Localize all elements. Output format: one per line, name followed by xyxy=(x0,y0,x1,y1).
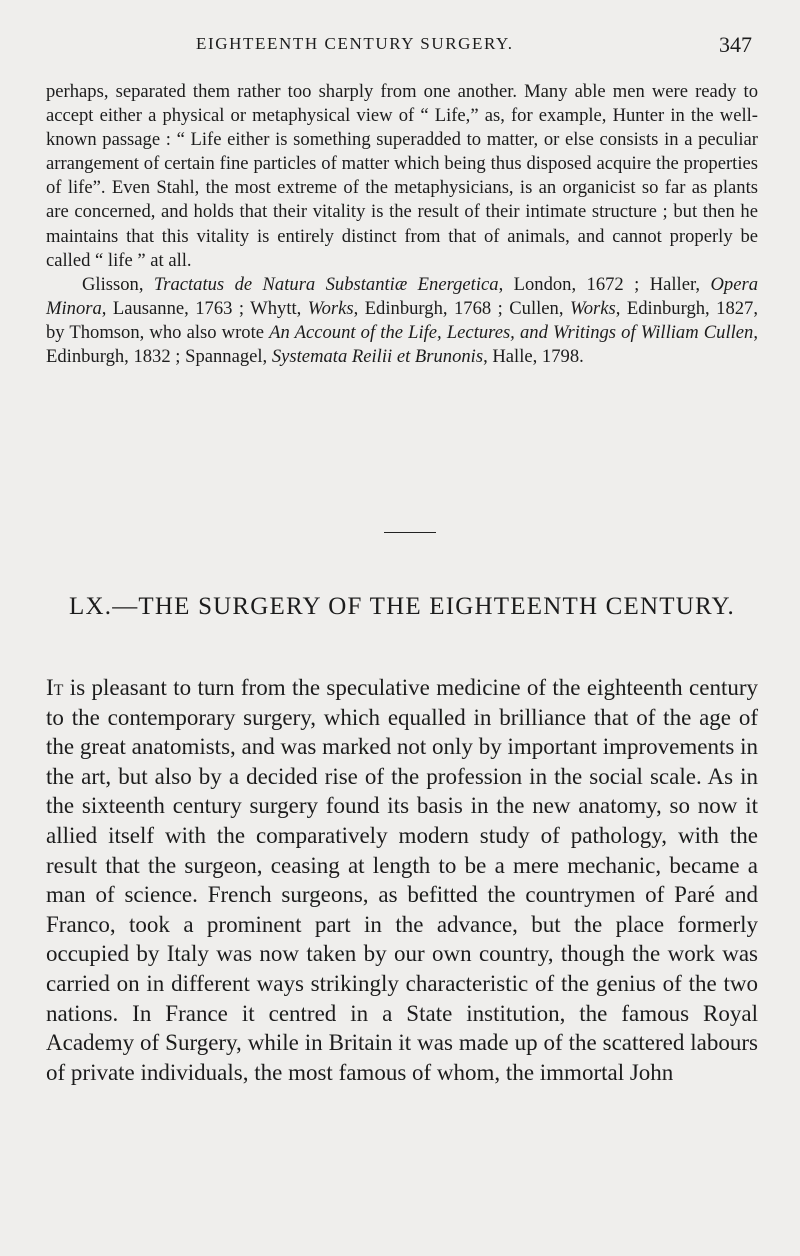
body-text: is pleasant to turn from the speculative medicine of the eighteenth century to the contemporary surgery, which equalled in brilliance that of the age of the great anatomists, and was marked not only by important improvements in the art, but also by a decided rise of the profession in the social scale. As in the sixteenth century surgery found its basis in the new anatomy, so now it allied itself with the comparatively modern study of pathology, with the result that the surgeon, ceasing at length to be a mere mechanic, became a man of science. French surgeons, as befitted the countrymen of Paré and Franco, took a prominent part in the advance, but the place formerly occupied by Italy was now taken by our own country, though the work was carried on in different ways strikingly characteristic of the genius of the two nations. In France it centred in a State institution, the famous Royal Academy of Surgery, while in Britain it was made up of the scattered labours of private individuals, the most famous of whom, the immortal John xyxy=(46,675,758,1085)
running-title: EIGHTEENTH CENTURY SURGERY. xyxy=(196,34,514,53)
chapter-heading: LX.—THE SURGERY OF THE EIGHTEENTH CENTURY. xyxy=(69,593,735,620)
citation-title: Works xyxy=(307,297,354,319)
running-head xyxy=(46,32,760,62)
page-number: 347 xyxy=(719,32,752,57)
citation-text: , Lausanne, 1763 ; Whytt, xyxy=(101,297,308,319)
citation-title: Opera Minora xyxy=(46,273,758,319)
citation-title: An Account of the Life, Lectures, and Writings of William Cullen xyxy=(269,321,754,343)
bibliography-paragraph xyxy=(46,273,758,369)
opening-word: It xyxy=(46,675,64,700)
citation-text: , Halle, 1798. xyxy=(483,346,584,368)
body-paragraph xyxy=(46,673,758,1087)
citation-text: , Edinburgh, 1827, by Thomson, who also wrote xyxy=(46,297,758,343)
citation-title: Systemata Reilii et Brunonis xyxy=(271,346,484,368)
citation-text: , Edinburgh, 1832 ; Spannagel, xyxy=(46,321,758,368)
citation-title: Tractatus de Natura Substantiæ Energetica xyxy=(153,273,499,295)
citation-text: Glisson, xyxy=(82,273,154,295)
citation-text: , London, 1672 ; Haller, xyxy=(498,273,711,295)
notes-section xyxy=(46,80,758,369)
notes-paragraph: perhaps, separated them rather too sharply from one another. Many able men were ready to accept either a physical or metaphysical view of “ Life,” as, for example, Hunter in the well-known passage : “ Life either is something superadded to matter, or else consists in a peculiar arrangement of certain fine particles of matter which being thus disposed acquire the properties of life”. Even Stahl, the most extreme of the metaphysicians, is an organicist so far as plants are concerned, and holds that their vitality is the result of their intimate structure ; but then he maintains that this vitality is entirely distinct from that of animals, and cannot properly be called “ life ” at all. xyxy=(46,81,758,271)
section-divider xyxy=(384,532,436,533)
citation-title: Works xyxy=(569,297,616,319)
citation-text: , Edinburgh, 1768 ; Cullen, xyxy=(353,297,570,319)
